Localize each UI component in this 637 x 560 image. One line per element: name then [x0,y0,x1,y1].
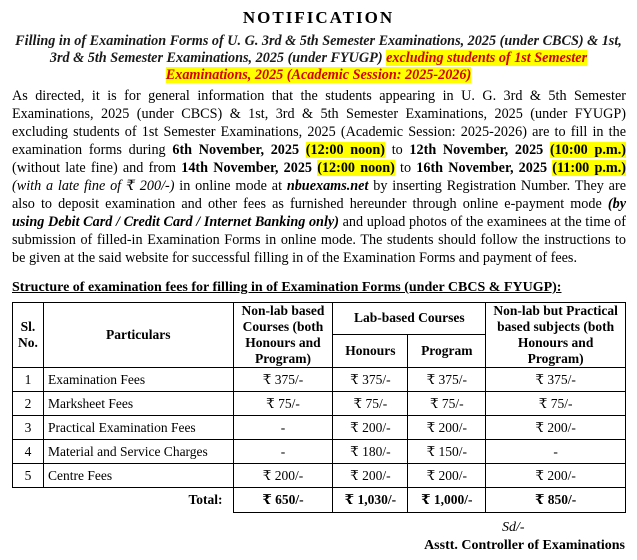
date-start-1: 6th November, 2025 [172,142,300,158]
cell-program: ₹ 375/- [408,368,486,392]
header-sl-no: Sl. No. [13,303,44,368]
cell-honours: ₹ 180/- [333,440,408,464]
body-without-late-fine: (without late fine) and from [12,160,182,176]
cell-honours: ₹ 200/- [333,416,408,440]
table-row [13,368,626,392]
cell-program: ₹ 200/- [408,464,486,488]
signature-sd: Sd/- [502,520,525,535]
cell-sl: 5 [13,464,44,488]
cell-sl: 4 [13,440,44,464]
signature-designation: Asstt. Controller of Examinations [424,538,625,553]
fee-structure-table [12,302,626,513]
date-start-2: 14th November, 2025 [181,160,313,176]
cell-sl: 3 [13,416,44,440]
table-row [13,392,626,416]
cell-nonlab: - [233,416,333,440]
body-intro: As directed, it is for general information that the students appearing in U. G. 3rd & 5th Semester Examinations, 2025 (under CBCS) & 1st, 3rd & 5th Semester Examinations, 2025 (under FYUGP) excluding students of 1st Semester Examinations, 2025 (Academic Session: 2025-2026) are to fill in the examination forms during [12,88,626,158]
cell-practical: - [486,440,626,464]
cell-practical: ₹ 200/- [486,464,626,488]
table-header-row [13,303,626,335]
cell-sl: 1 [13,368,44,392]
total-honours: ₹ 1,030/- [333,488,408,513]
body-instructions: and upload photos of the examinees at the time of submission of filled-in Examination Forms in online mode. The students should follow the instructions to be given at the said website for successful filling in of the Examination Forms and payment of fees. [12,214,626,266]
subtitle-main: Filling in of Examination Forms of U. G. 3rd & 5th Semester Examinations, 2025 (under CBCS) & 1st, 3rd & 5th Semester Examinations, 2025 (under FYUGP) [15,33,622,66]
notification-subtitle [10,33,627,84]
time-start-1: (12:00 noon) [305,142,385,158]
total-nonlab: ₹ 650/- [233,488,333,513]
cell-particular: Practical Examination Fees [43,416,233,440]
cell-particular: Marksheet Fees [43,392,233,416]
total-practical: ₹ 850/- [486,488,626,513]
header-particulars: Particulars [43,303,233,368]
cell-program: ₹ 200/- [408,416,486,440]
header-program: Program [408,334,486,367]
cell-program: ₹ 75/- [408,392,486,416]
cell-honours: ₹ 375/- [333,368,408,392]
date-end-2: 16th November, 2025 [416,160,548,176]
cell-particular: Centre Fees [43,464,233,488]
payment-mode-note: (by using Debit Card / Credit Card / Internet Banking only) [12,196,626,230]
cell-nonlab: - [233,440,333,464]
table-row [13,440,626,464]
notification-body [12,87,626,267]
header-lab-based: Lab-based Courses [333,303,486,335]
body-deposit: by inserting Registration Number. They are also to deposit examination and other fees as furnished hereunder through online e-payment mode [12,178,626,212]
cell-particular: Examination Fees [43,368,233,392]
cell-particular: Material and Service Charges [43,440,233,464]
fee-structure-heading: Structure of examination fees for filling in of Examination Forms (under CBCS & FYUGP): [12,280,562,295]
subtitle-highlight: excluding students of 1st Semester Examinations, 2025 (Academic Session: 2025-2026) [165,50,588,83]
total-label: Total: [188,492,223,508]
cell-sl: 2 [13,392,44,416]
cell-practical: ₹ 200/- [486,416,626,440]
header-honours: Honours [333,334,408,367]
total-program: ₹ 1,000/- [408,488,486,513]
cell-nonlab: ₹ 200/- [233,464,333,488]
table-total-row [13,488,626,513]
cell-practical: ₹ 375/- [486,368,626,392]
total-spacer [13,488,44,513]
cell-nonlab: ₹ 375/- [233,368,333,392]
to-1: to [385,142,410,158]
table-row [13,416,626,440]
time-start-2: (12:00 noon) [317,160,395,176]
time-end-2: (11:00 p.m.) [552,160,626,176]
header-practical: Non-lab but Practical based subjects (both Honours and Program) [486,303,626,368]
cell-honours: ₹ 200/- [333,464,408,488]
to-2: to [394,160,417,176]
body-online-mode: in online mode at [174,178,287,194]
header-nonlab: Non-lab based Courses (both Honours and Program) [233,303,333,368]
date-end-1: 12th November, 2025 [409,142,544,158]
cell-nonlab: ₹ 75/- [233,392,333,416]
late-fine-note: (with a late fine of ₹ 200/-) [12,178,175,194]
table-row [13,464,626,488]
cell-honours: ₹ 75/- [333,392,408,416]
cell-program: ₹ 150/- [408,440,486,464]
time-end-1: (10:00 p.m.) [549,142,626,158]
exam-website-link[interactable]: nbuexams.net [286,178,369,194]
cell-practical: ₹ 75/- [486,392,626,416]
page-title: NOTIFICATION [242,8,395,27]
